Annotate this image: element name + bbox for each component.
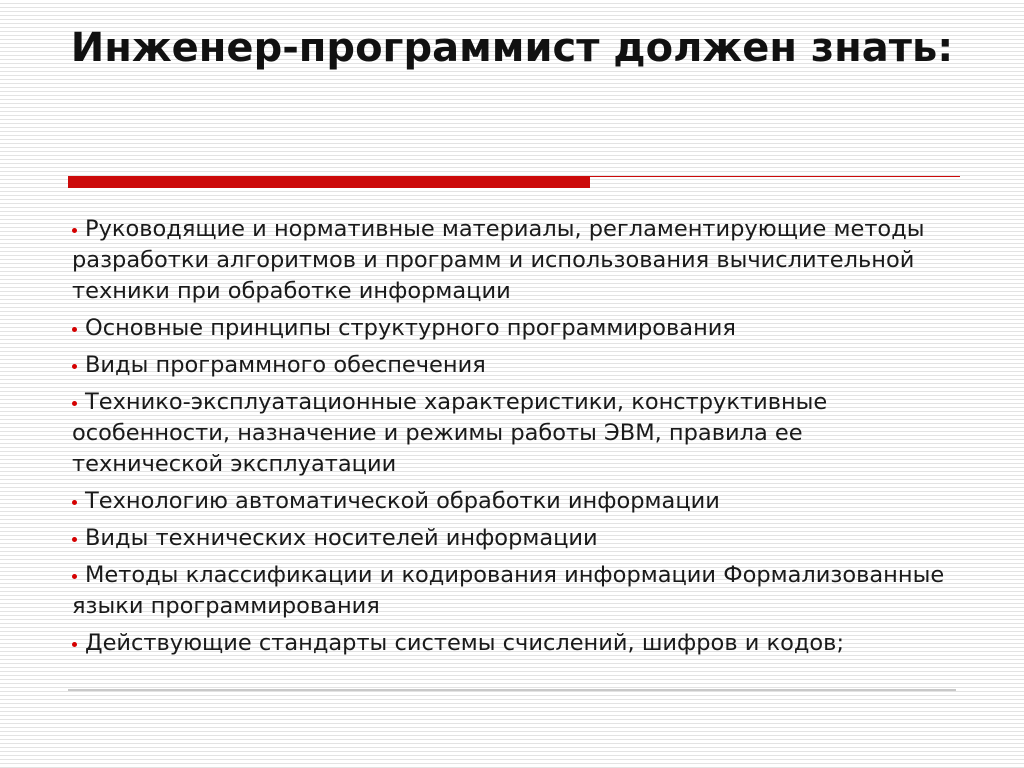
bullet-item xyxy=(72,350,952,381)
title-underline-thick xyxy=(68,176,590,188)
bullet-dot-icon xyxy=(72,537,77,542)
bullet-text: Действующие стандарты системы счислений, шифров и кодов; xyxy=(85,630,845,656)
footer-divider xyxy=(68,689,956,691)
bullet-dot-icon xyxy=(72,500,77,505)
title-underline-thin xyxy=(590,176,960,177)
bullet-item xyxy=(72,628,952,659)
bullet-text: Основные принципы структурного программирования xyxy=(85,315,736,341)
slide-title: Инженер-программист должен знать: xyxy=(70,25,954,71)
bullet-text: Технико-эксплуатационные характеристики, конструктивные особенности, назначение и режимы работы ЭВМ, правила ее технической эксплуатации xyxy=(72,389,828,477)
bullet-text: Методы классификации и кодирования информации Формализованные языки программирования xyxy=(72,562,945,619)
bullet-item xyxy=(72,214,952,307)
bullet-item xyxy=(72,560,952,622)
bullet-text: Технологию автоматической обработки информации xyxy=(85,488,720,514)
bullet-text: Виды программного обеспечения xyxy=(85,352,486,378)
bullet-dot-icon xyxy=(72,364,77,369)
bullet-item xyxy=(72,523,952,554)
bullet-item xyxy=(72,486,952,517)
bullet-dot-icon xyxy=(72,228,77,233)
bullet-text: Руководящие и нормативные материалы, регламентирующие методы разработки алгоритмов и программ и использования вычислительной техники при обработке информации xyxy=(72,216,925,304)
bullet-list xyxy=(72,214,952,665)
bullet-dot-icon xyxy=(72,327,77,332)
bullet-dot-icon xyxy=(72,574,77,579)
bullet-dot-icon xyxy=(72,642,77,647)
bullet-item xyxy=(72,313,952,344)
bullet-item xyxy=(72,387,952,480)
bullet-text: Виды технических носителей информации xyxy=(85,525,598,551)
bullet-dot-icon xyxy=(72,401,77,406)
